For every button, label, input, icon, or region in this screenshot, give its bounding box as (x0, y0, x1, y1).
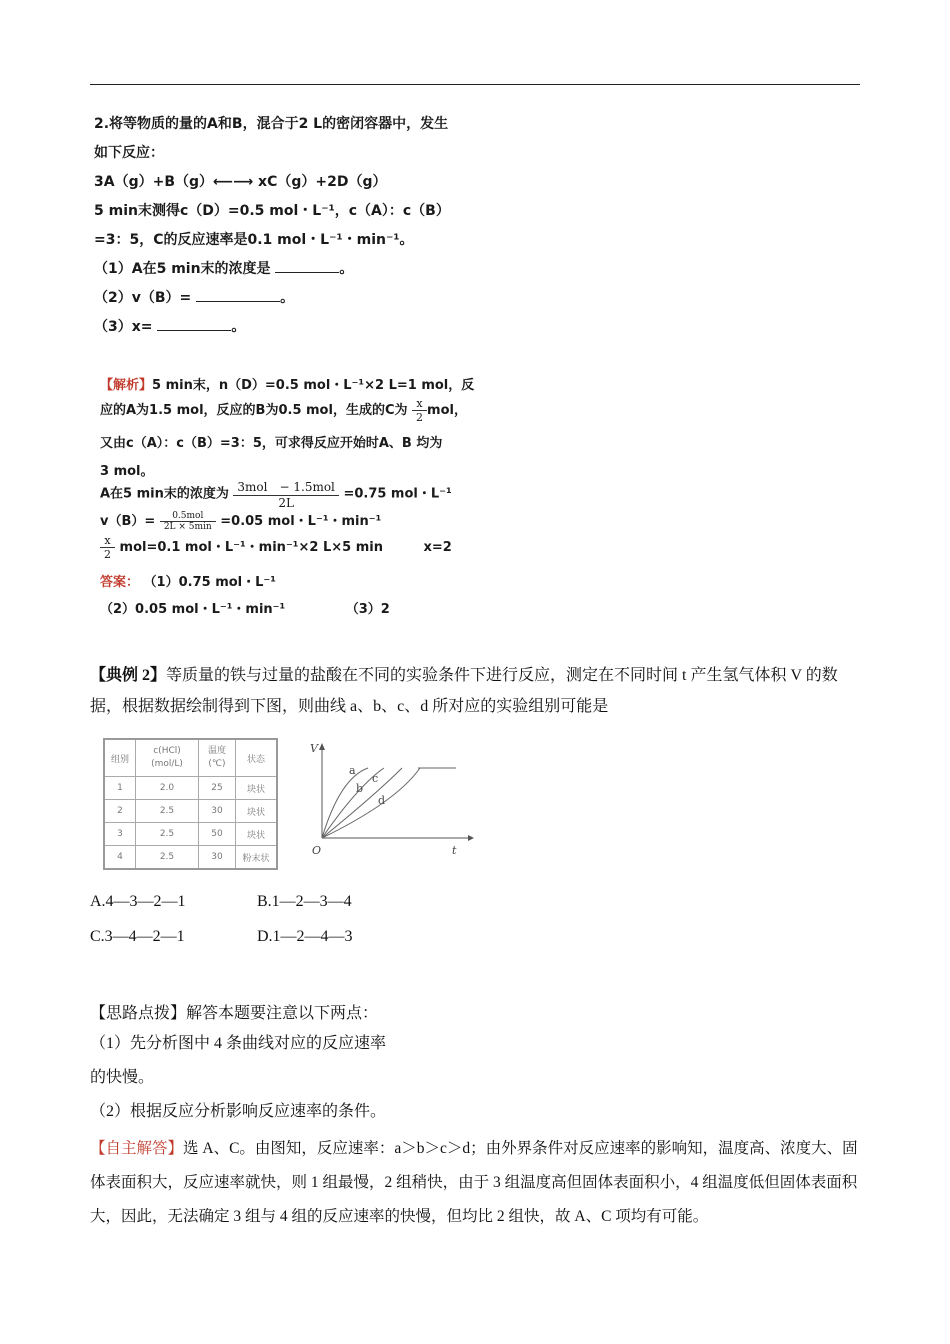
fraction-denominator: 2L × 5min (163, 522, 212, 532)
table-cell: 30 (199, 846, 236, 870)
fraction-rate (160, 511, 216, 532)
question-block (94, 110, 514, 342)
fraction-x-over-2 (412, 397, 427, 424)
solution-tag: 【解析】 (100, 378, 153, 393)
example-2-tag: 【典例 2】 (90, 667, 167, 684)
sub-question-1 (94, 255, 514, 284)
sub-question-1-end: 。 (339, 261, 354, 277)
table-header-row (104, 739, 277, 777)
question-line-2: 如下反应： (94, 145, 164, 161)
curve-c (322, 768, 402, 838)
fraction-numerator: 3mol − 1.5mol (233, 478, 338, 496)
answer-3: （3）2 (345, 602, 390, 617)
fraction-x-over-2 (100, 534, 115, 561)
solution-line-2-end: mol， (427, 403, 467, 418)
hint-line-3: 的快慢。 (90, 1069, 155, 1086)
question-line-5: =3：5，C的反应速率是0.1 mol・L⁻¹・min⁻¹。 (94, 232, 414, 248)
solution-line-2-text: 应的A为1.5 mol，反应的B为0.5 mol，生成的C为 (100, 403, 408, 418)
table-cell: 4 (104, 846, 136, 870)
answer-1: （1）0.75 mol・L⁻¹ (143, 575, 276, 590)
solution-line-5-text: A在5 min末的浓度为 (100, 486, 229, 502)
question-line-1: 2.将等物质的量的A和B，混合于2 L的密闭容器中，发生 (94, 116, 449, 132)
table-cell: 2.0 (136, 777, 199, 800)
curve-label-d: d (378, 794, 386, 807)
y-axis-arrow (319, 743, 325, 750)
question-line-4: 5 min末测得c（D）=0.5 mol・L⁻¹，c（A）：c（B） (94, 203, 450, 219)
curve-label-b: b (356, 782, 364, 795)
sub-question-2-end: 。 (280, 290, 295, 306)
table-cell: 2.5 (136, 846, 199, 870)
choice-b: B.1—2—3—4 (257, 893, 352, 910)
fraction-numerator: x (100, 534, 115, 548)
table-cell: 3 (104, 823, 136, 846)
volume-time-graph (306, 738, 476, 858)
hint-line-1: 【思路点拨】解答本题要注意以下两点： (90, 1005, 379, 1022)
curve-label-c: c (372, 772, 379, 785)
sub-question-3-end: 。 (231, 319, 246, 335)
fraction-denominator: 2L (278, 496, 294, 510)
solution-line-7 (100, 534, 452, 561)
table-row (104, 777, 277, 800)
table-cell: 块状 (236, 800, 278, 823)
table-cell: 50 (199, 823, 236, 846)
table-cell: 块状 (236, 823, 278, 846)
choice-d: D.1—2—4—3 (257, 928, 353, 945)
fraction-denominator: 2 (104, 548, 111, 561)
example-2-text (90, 660, 862, 722)
hint-line-2: （1）先分析图中 4 条曲线对应的反应速率 (90, 1035, 387, 1052)
solution-line-1-text: 5 min末，n（D）=0.5 mol・L⁻¹×2 L=1 mol，反 (152, 378, 475, 393)
x-axis-arrow (468, 835, 474, 841)
solution-line-6-result: =0.05 mol・L⁻¹・min⁻¹ (220, 514, 382, 529)
sub-question-3-text: （3）x= (94, 319, 153, 335)
table-row (104, 800, 277, 823)
sub-question-3 (94, 313, 514, 342)
answer-blank-1 (275, 258, 339, 273)
choice-a: A.4—3—2—1 (90, 893, 186, 910)
table-header-temp: 温度 (℃) (199, 739, 236, 777)
header-rule (90, 84, 860, 85)
solution-line-5-result: =0.75 mol・L⁻¹ (343, 486, 452, 502)
solution-line-6-text: v（B）= (100, 514, 156, 529)
table-cell: 2.5 (136, 800, 199, 823)
table-header-hcl: c(HCl) (mol/L) (136, 739, 199, 777)
table-header-group: 组别 (104, 739, 136, 777)
self-answer-tag: 【自主解答】 (90, 1140, 184, 1157)
table-cell: 30 (199, 800, 236, 823)
solution-line-3: 又由c（A）：c（B）=3：5，可求得反应开始时A、B 均为 (100, 436, 443, 451)
sub-question-2 (94, 284, 514, 313)
table-cell: 块状 (236, 777, 278, 800)
origin-label: O (312, 844, 322, 857)
solution-line-5 (100, 478, 452, 510)
solution-line-4: 3 mol。 (100, 464, 154, 479)
fraction-denominator: 2 (416, 411, 424, 424)
x-axis-label: t (452, 844, 457, 857)
answer-blank-2 (196, 287, 280, 302)
table-cell: 25 (199, 777, 236, 800)
answer-line-2 (100, 598, 390, 617)
choice-c: C.3—4—2—1 (90, 928, 185, 945)
sub-question-1-text: （1）A在5 min末的浓度是 (94, 261, 271, 277)
table-cell: 1 (104, 777, 136, 800)
fraction-concentration (233, 478, 338, 510)
example-2-body: 等质量的铁与过量的盐酸在不同的实验条件下进行反应，测定在不同时间 t 产生氢气体积 V 的数据，根据数据绘制得到下图，则曲线 a、b、c、d 所对应的实验组别可能是 (90, 667, 838, 715)
hint-line-4: （2）根据反应分析影响反应速率的条件。 (90, 1103, 387, 1120)
solution-line-7-text: mol=0.1 mol・L⁻¹・min⁻¹×2 L×5 min (119, 540, 383, 555)
sub-question-2-text: （2）v（B）= (94, 290, 192, 306)
experiment-table (103, 738, 278, 870)
reaction-equation: 3A（g）+B（g）⟵⟶ xC（g）+2D（g） (94, 174, 387, 190)
curve-label-a: a (349, 764, 356, 777)
self-answer-text: 选 A、C。由图知，反应速率：a＞b＞c＞d；由外界条件对反应速率的影响知，温度高、浓度大、固体表面积大，反应速率就快，则 1 组最慢，2 组稍快，由于 3 组温度高但固体表面积小，4 组温度低但固体表面积大，因此，无法确定 3 组与 4 组的反应速率的快慢，但均比 2 组快，故 A、C 项均有可能。 (90, 1140, 858, 1225)
solution-line-1 (100, 374, 474, 393)
table-row (104, 846, 277, 870)
y-axis-label: V (310, 742, 318, 755)
table-header-state: 状态 (236, 739, 278, 777)
fraction-numerator: 0.5mol (160, 511, 216, 522)
solution-line-2 (100, 397, 467, 424)
solution-line-6 (100, 510, 381, 532)
answer-blank-3 (157, 316, 231, 331)
solution-line-7-result: x=2 (423, 540, 452, 555)
answer-2: （2）0.05 mol・L⁻¹・min⁻¹ (100, 602, 286, 617)
answer-tag: 答案： (100, 575, 140, 590)
table-row (104, 823, 277, 846)
table-cell: 粉末状 (236, 846, 278, 870)
fraction-numerator: x (412, 397, 427, 411)
table-cell: 2.5 (136, 823, 199, 846)
answer-line-1 (100, 571, 276, 590)
self-answer-block (90, 1132, 865, 1234)
table-cell: 2 (104, 800, 136, 823)
